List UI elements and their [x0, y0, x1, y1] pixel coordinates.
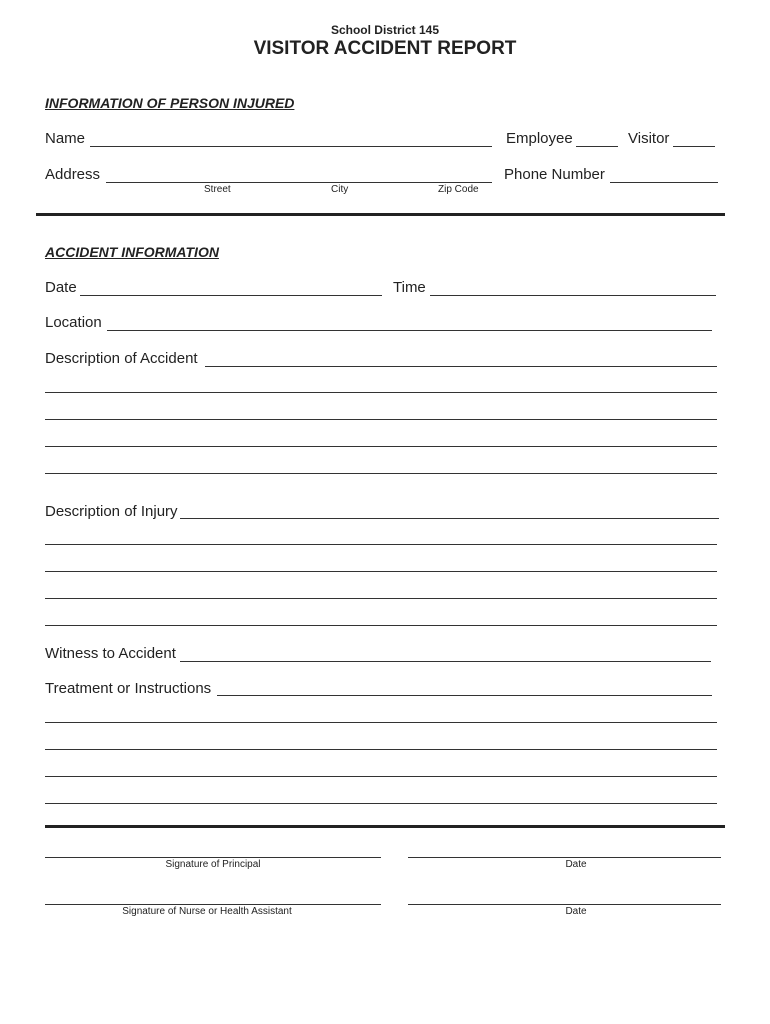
witness-field[interactable]	[180, 661, 711, 662]
nurse-signature-field[interactable]	[45, 904, 381, 905]
witness-label: Witness to Accident	[45, 645, 176, 662]
time-field[interactable]	[430, 295, 716, 296]
treatment-line[interactable]	[45, 803, 717, 804]
injury-description-line[interactable]	[45, 571, 717, 572]
date-label: Date	[45, 279, 77, 296]
nurse-date-label: Date	[565, 906, 587, 917]
nurse-signature-label: Signature of Nurse or Health Assistant	[122, 906, 292, 917]
injury-description-label: Description of Injury	[45, 503, 178, 520]
zip-sublabel: Zip Code	[438, 184, 479, 195]
employee-label: Employee	[506, 130, 573, 147]
address-label: Address	[45, 166, 101, 183]
form-title: VISITOR ACCIDENT REPORT	[253, 38, 517, 59]
injury-description-field[interactable]	[180, 518, 719, 519]
visitor-field[interactable]	[673, 146, 715, 147]
time-label: Time	[393, 279, 426, 296]
principal-signature-label: Signature of Principal	[165, 859, 261, 870]
accident-description-line[interactable]	[45, 419, 717, 420]
accident-info-heading: ACCIDENT INFORMATION	[45, 244, 219, 260]
address-field[interactable]	[106, 182, 492, 183]
section-divider-bottom	[45, 825, 725, 828]
treatment-line[interactable]	[45, 776, 717, 777]
phone-field[interactable]	[610, 182, 718, 183]
injury-description-line[interactable]	[45, 625, 717, 626]
date-field[interactable]	[80, 295, 382, 296]
injury-description-line[interactable]	[45, 598, 717, 599]
district-name: School District 145	[330, 23, 440, 37]
name-label: Name	[45, 130, 86, 147]
phone-label: Phone Number	[504, 166, 605, 183]
treatment-label: Treatment or Instructions	[45, 680, 212, 697]
visitor-label: Visitor	[628, 130, 670, 147]
principal-date-field[interactable]	[408, 857, 721, 858]
street-sublabel: Street	[204, 184, 231, 195]
treatment-line[interactable]	[45, 722, 717, 723]
accident-description-label: Description of Accident	[45, 350, 198, 367]
principal-date-label: Date	[565, 859, 587, 870]
treatment-field[interactable]	[217, 695, 712, 696]
accident-description-line[interactable]	[45, 473, 717, 474]
injury-description-line[interactable]	[45, 544, 717, 545]
employee-field[interactable]	[576, 146, 618, 147]
location-field[interactable]	[107, 330, 712, 331]
name-field[interactable]	[90, 146, 492, 147]
principal-signature-field[interactable]	[45, 857, 381, 858]
location-label: Location	[45, 314, 102, 331]
city-sublabel: City	[331, 184, 349, 195]
treatment-line[interactable]	[45, 749, 717, 750]
person-injured-heading: INFORMATION OF PERSON INJURED	[45, 95, 295, 111]
accident-description-line[interactable]	[45, 446, 717, 447]
accident-description-line[interactable]	[45, 392, 717, 393]
accident-description-field[interactable]	[205, 366, 717, 367]
nurse-date-field[interactable]	[408, 904, 721, 905]
section-divider-top	[36, 213, 725, 216]
